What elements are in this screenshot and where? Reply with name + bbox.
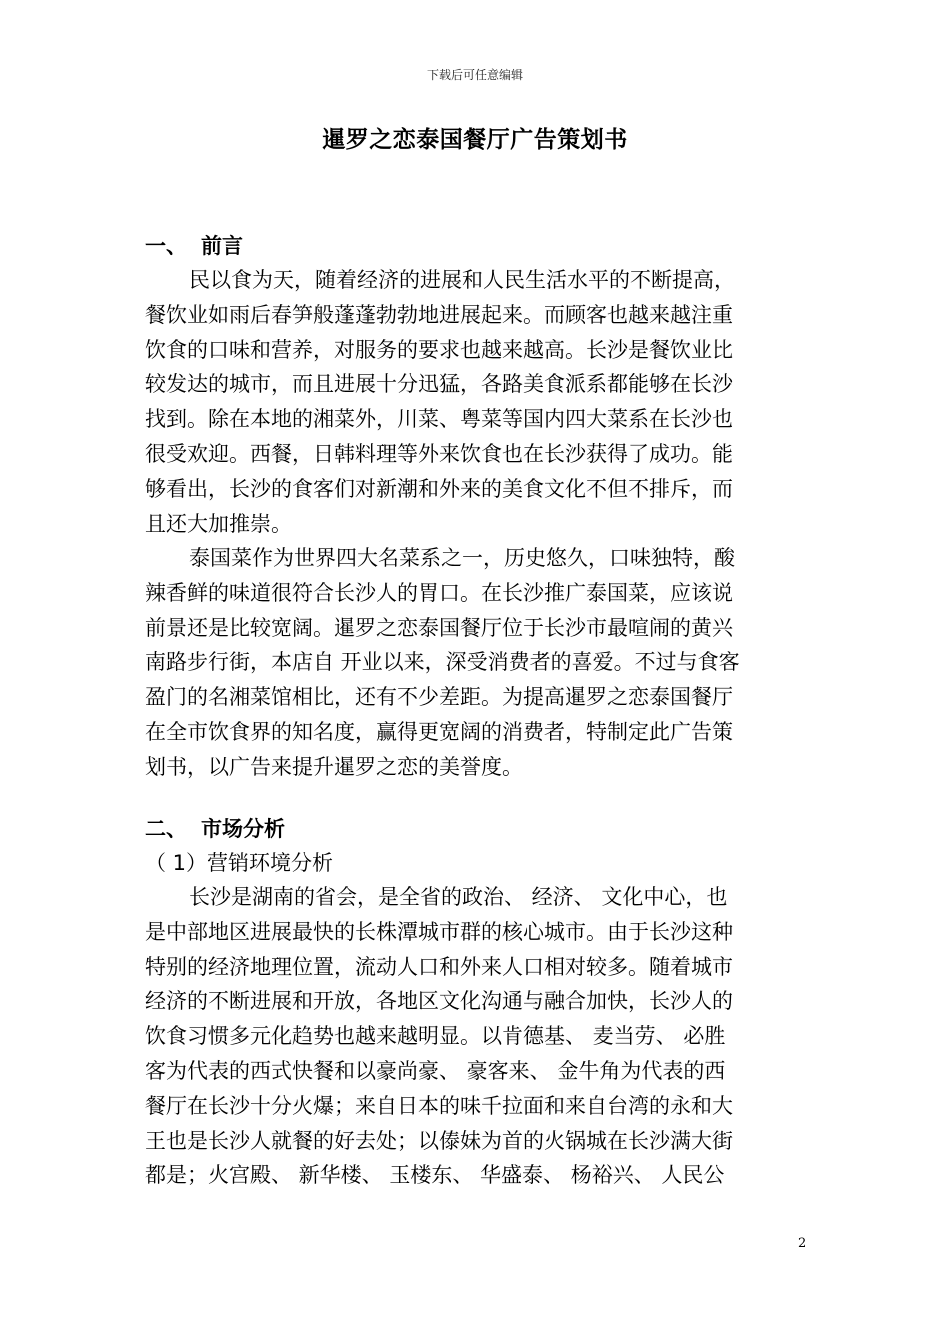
section-1-number: 一、 [145,234,187,258]
text-line: 经济的不断进展和开放，各地区文化沟通与融合加快，长沙人的 [145,989,733,1014]
text-line: 划书，以广告来提升暹罗之恋的美誉度。 [145,754,523,779]
section-2-title: 市场分析 [201,817,285,841]
text-line: 前景还是比较宽阔。暹罗之恋泰国餐厅位于长沙市最喧闹的黄兴 [145,615,733,640]
document-title: 暹罗之恋泰国餐厅广告策划书 [322,127,628,153]
text-line: 找到。除在本地的湘菜外，川菜、粤菜等国内四大菜系在长沙也 [145,407,733,432]
text-line: 饮食的口味和营养，对服务的要求也越来越高。长沙是餐饮业比 [145,337,733,362]
text-line: 盈门的名湘菜馆相比，还有不少差距。为提高暹罗之恋泰国餐厅 [145,685,733,710]
section-1-heading [145,231,805,261]
text-line: 较发达的城市，而且进展十分迅猛，各路美食派系都能够在长沙 [145,372,733,397]
section-2-number: 二、 [145,817,187,841]
text-line: 客为代表的西式快餐和以豪尚豪、 豪客来、 金牛角为代表的西 [145,1058,726,1083]
section-2-subheading: （ 1）营销环境分析 [145,851,334,875]
text-line: 很受欢迎。西餐，日韩料理等外来饮食也在长沙获得了成功。能 [145,441,733,466]
page-number: 2 [798,1236,807,1251]
text-line: 饮食习惯多元化趋势也越来越明显。以肯德基、 麦当劳、 必胜 [145,1024,726,1049]
section-1-title: 前言 [201,234,243,258]
section-2-heading [145,814,805,844]
text-line: 民以食为天，随着经济的进展和人民生活水平的不断提高， [189,268,735,292]
text-line: 餐厅在长沙十分火爆；来自日本的味千拉面和来自台湾的永和大 [145,1093,733,1118]
text-line: 且还大加推崇。 [145,511,292,536]
text-line: 餐饮业如雨后春笋般蓬蓬勃勃地进展起来。而顾客也越来越注重 [145,302,733,327]
text-line: 辣香鲜的味道很符合长沙人的胃口。在长沙推广泰国菜，应该说 [145,580,733,605]
text-line: 在全市饮食界的知名度，赢得更宽阔的消费者，特制定此广告策 [145,719,733,744]
header-note: 下载后可任意编辑 [426,68,523,82]
section-1-paragraph-1 [145,263,805,541]
text-line: 够看出，长沙的食客们对新潮和外来的美食文化不但不排斥，而 [145,476,733,501]
text-line: 长沙是湖南的省会，是全省的政治、 经济、 文化中心，也 [189,885,728,909]
text-line: 是中部地区进展最快的长株潭城市群的核心城市。由于长沙这种 [145,919,733,944]
text-line: 王也是长沙人就餐的好去处；以傣妹为首的火锅城在长沙满大街 [145,1128,733,1153]
section-1-paragraph-2 [145,541,805,785]
text-line: 都是；火宫殿、 新华楼、 玉楼东、 华盛泰、 杨裕兴、 人民公 [145,1163,725,1188]
text-line: 特别的经济地理位置，流动人口和外来人口相对较多。随着城市 [145,954,733,979]
text-line: 泰国菜作为世界四大名菜系之一，历史悠久，口味独特，酸 [189,546,735,570]
text-line: 南路步行街，本店自 开业以来，深受消费者的喜爱。不过与食客 [145,650,740,675]
section-2-paragraph [145,880,805,1193]
